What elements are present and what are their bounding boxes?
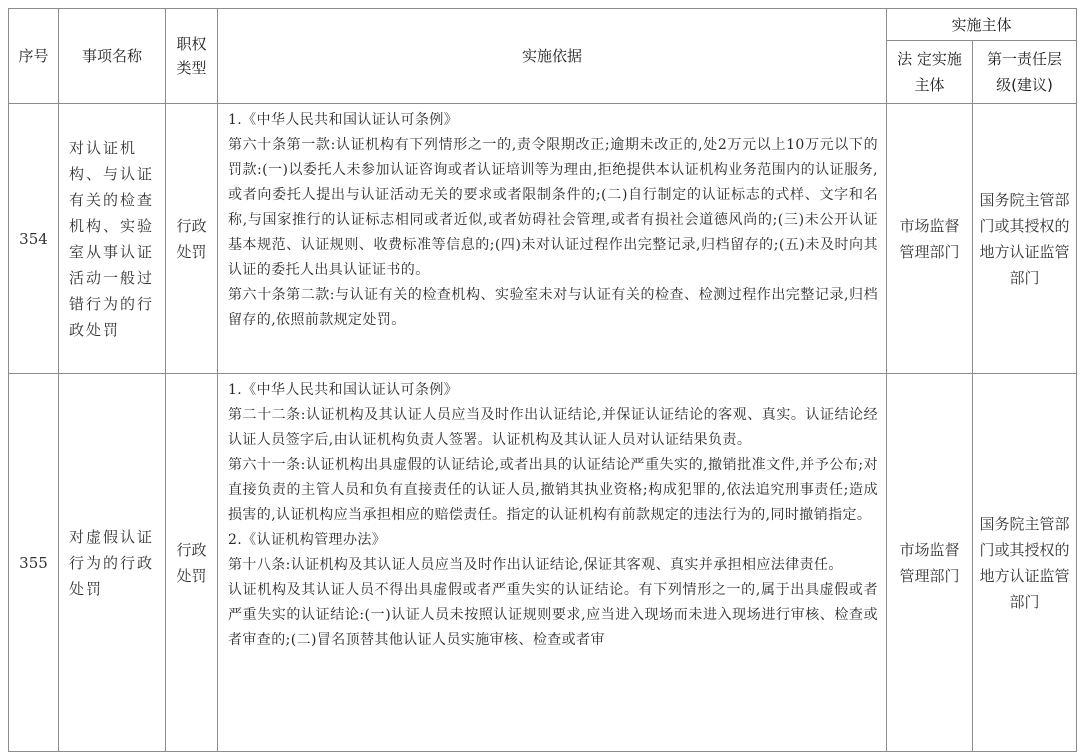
row-item-name: 对认证机构、与认证有关的检查机构、实验室从事认证活动一般过错行为的行政处罚 [59, 104, 166, 374]
basis-paragraph: 第六十条第二款:与认证有关的检查机构、实验室未对与认证有关的检查、检测过程作出完整记录,归档留存的,依照前款规定处罚。 [228, 287, 878, 328]
row-basis [218, 374, 887, 752]
header-power-type [166, 9, 218, 104]
row-power-type [166, 374, 218, 752]
header-item-name: 事项名称 [59, 9, 166, 104]
basis-paragraph: 2.《认证机构管理办法》 [228, 532, 387, 548]
row-seq: 355 [9, 374, 59, 752]
header-legal-subject [887, 41, 973, 104]
basis-paragraph: 1.《中华人民共和国认证认可条例》 [228, 112, 459, 128]
header-legal-subject-label: 法 定实施主体 [897, 50, 962, 94]
header-first-level-label: 第一责任层级(建议) [987, 50, 1063, 94]
row-first-level: 国务院主管部门或其授权的地方认证监管部门 [973, 374, 1077, 752]
row-power-type-label: 行政处罚 [176, 216, 207, 261]
header-seq: 序号 [9, 9, 59, 104]
header-basis: 实施依据 [218, 9, 887, 104]
row-first-level: 国务院主管部门或其授权的地方认证监管部门 [973, 104, 1077, 374]
row-power-type-label: 行政处罚 [176, 540, 207, 585]
table-row [9, 374, 1077, 752]
header-subject: 实施主体 [887, 9, 1077, 41]
table-row [9, 104, 1077, 374]
row-legal-subject: 市场监督管理部门 [887, 374, 973, 752]
basis-paragraph: 1.《中华人民共和国认证认可条例》 [228, 382, 459, 398]
basis-paragraph: 第六十一条:认证机构出具虚假的认证结论,或者出具的认证结论严重失实的,撤销批准文件,并予公布;对直接负责的主管人员和负有直接责任的认证人员,撤销其执业资格;构成犯罪的,依法追究刑事责任;造成损害的,认证机构应当承担相应的赔偿责任。指定的认证机构有前款规定的违法行为的,同时撤销指定。 [228, 457, 878, 523]
row-legal-subject: 市场监督管理部门 [887, 104, 973, 374]
basis-paragraph: 认证机构及其认证人员不得出具虚假或者严重失实的认证结论。有下列情形之一的,属于出具虚假或者严重失实的认证结论:(一)认证人员未按照认证规则要求,应当进入现场而未进入现场进行审核、检查或者审查的;(二)冒名顶替其他认证人员实施审核、检查或者审 [228, 582, 878, 648]
basis-paragraph: 第六十条第一款:认证机构有下列情形之一的,责令限期改正;逾期未改正的,处2万元以上10万元以下的罚款:(一)以委托人未参加认证咨询或者认证培训等为理由,拒绝提供本认证机构业务范围内的认证服务,或者向委托人提出与认证活动无关的要求或者限制条件的;(二)自行制定的认证标志的式样、文字和名称,与国家推行的认证标志相同或者近似,或者妨碍社会管理,或者有损社会道德风尚的;(三)未公开认证基本规范、认证规则、收费标准等信息的;(四)未对认证过程作出完整记录,归档留存的;(五)未及时向其认证的委托人出具认证证书的。 [228, 137, 878, 278]
header-power-type-label: 职权类型 [176, 35, 207, 77]
row-power-type [166, 104, 218, 374]
row-seq: 354 [9, 104, 59, 374]
row-item-name: 对虚假认证行为的行政处罚 [59, 374, 166, 752]
basis-paragraph: 第十八条:认证机构及其认证人员应当及时作出认证结论,保证其客观、真实并承担相应法律责任。 [228, 557, 843, 573]
regulation-table [8, 8, 1077, 752]
row-basis [218, 104, 887, 374]
header-first-level [973, 41, 1077, 104]
basis-paragraph: 第二十二条:认证机构及其认证人员应当及时作出认证结论,并保证认证结论的客观、真实。认证结论经认证人员签字后,由认证机构负责人签署。认证机构及其认证人员对认证结果负责。 [228, 407, 878, 448]
